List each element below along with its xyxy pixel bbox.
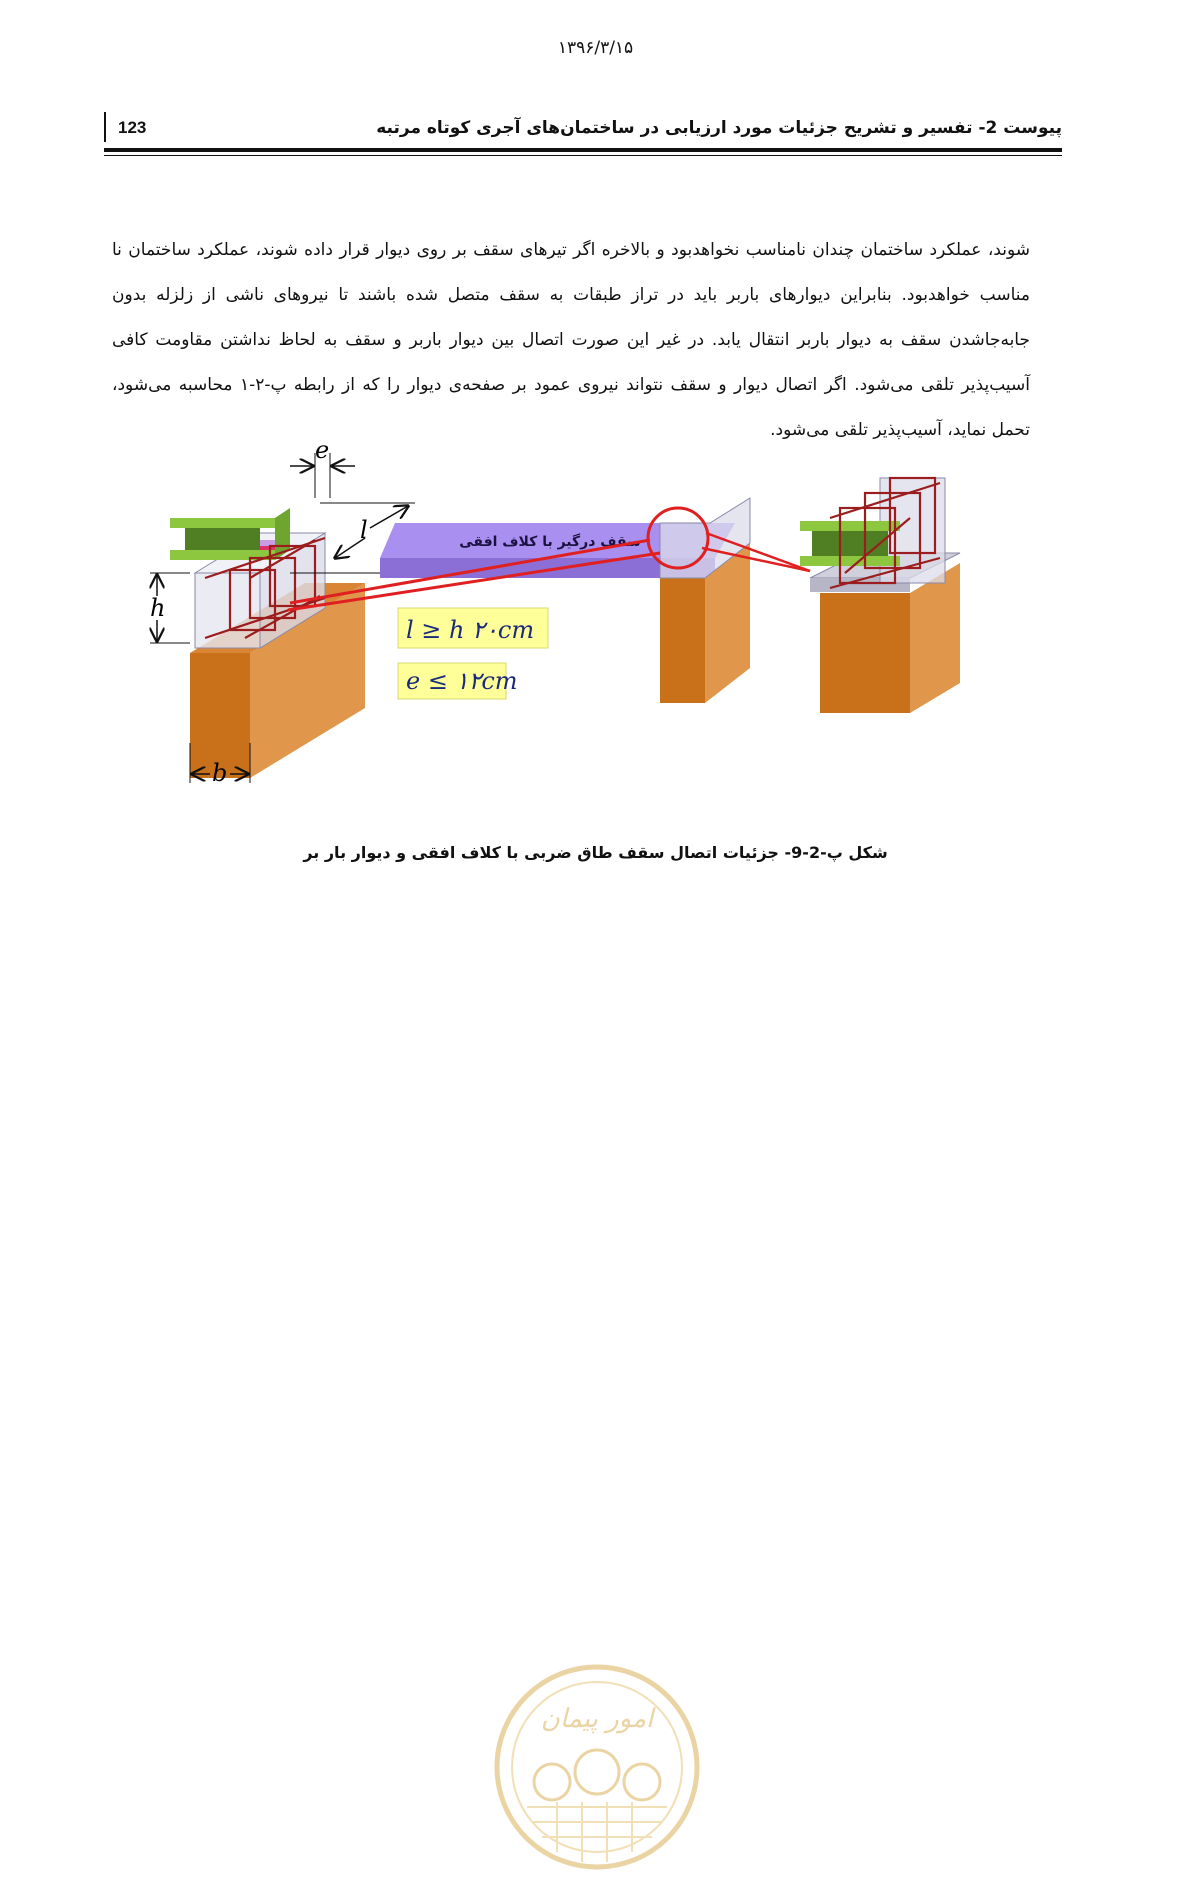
left-ibeam-top-flange <box>170 518 275 528</box>
center-brick-front <box>660 578 705 703</box>
body-paragraph: شوند، عملکرد ساختمان چندان نامناسب نخواهدبود و بالاخره اگر تیرهای سقف بر روی دیوار قرار داده شوند، عملکرد ساختمان نا مناسب خواهدبود. بنابراین دیوارهای باربر باید در تراز طبقات به سقف متصل شده باشند تا نیروهای ناشی از زلزله بدون جابه‌جاشدن سقف به دیوار باربر انتقال یابد. در غیر این صورت اتصال بین دیوار باربر و سقف به لحاظ نداشتن مقاومت کافی آسیب‌پذیر تلقی می‌شود. اگر اتصال دیوار و سقف نتواند نیروی عمود بر صفحه‌ی دیوار را که از رابطه پ-۲-۱ محاسبه می‌شود، تحمل نماید، آسیب‌پذیر تلقی می‌شود. <box>112 240 1030 440</box>
header-divider <box>104 112 106 142</box>
dim-b-label: b <box>212 759 228 787</box>
right-ibeam-top-flange <box>800 521 900 531</box>
dim-e-label: e <box>315 436 330 464</box>
right-ibeam-web <box>812 531 888 556</box>
page-number: 123 <box>118 118 147 137</box>
figure-caption: شکل پ-2-9- جزئیات اتصال سقف طاق ضربی با کلاف افقی و دیوار بار بر <box>303 843 888 862</box>
header-rule-thick <box>104 148 1062 152</box>
right-ibeam-bottom-flange <box>800 556 900 566</box>
dim-h-label: h <box>150 594 166 622</box>
slab-label: سقف درگیر با کلاف افقی <box>459 534 641 550</box>
right-brick-front <box>820 593 910 713</box>
right-detail <box>800 478 960 713</box>
formula-1: l ≥ h ۲۰cm <box>406 616 535 644</box>
left-detail <box>150 436 415 787</box>
header-rule-thin <box>104 155 1062 156</box>
right-brick-side <box>910 563 960 713</box>
gear-icon <box>534 1750 660 1800</box>
dim-l-label: l <box>360 516 368 544</box>
connection-detail-figure <box>150 436 1040 838</box>
watermark-logo-text: امور پیمان <box>540 1704 654 1734</box>
running-title: پیوست 2- تفسیر و تشریح جزئیات مورد ارزیابی در ساختمان‌های آجری کوتاه مرتبه <box>376 118 1062 138</box>
page-header <box>104 112 1062 152</box>
document-date: ۱۳۹۶/۳/۱۵ <box>557 38 634 58</box>
left-ibeam-web <box>185 528 260 550</box>
watermark-logo <box>487 1657 707 1877</box>
formula-2: e ≤ ۱۲cm <box>406 667 518 695</box>
